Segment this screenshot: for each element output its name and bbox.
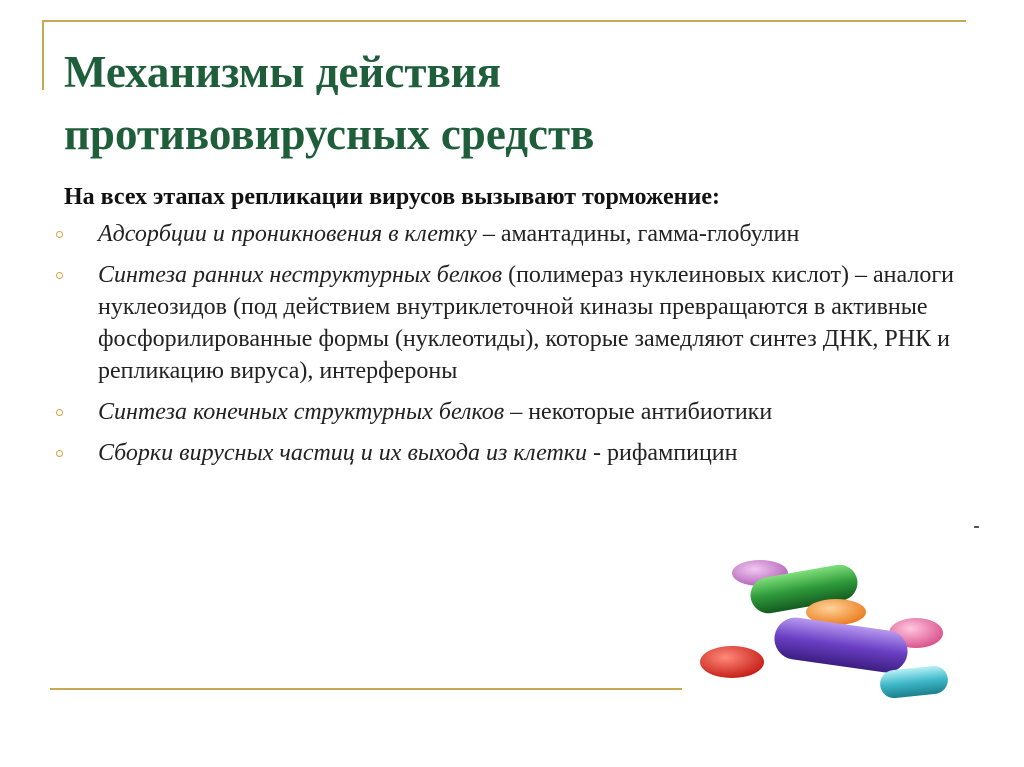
bullet-italic: Синтеза ранних неструктурных белков <box>98 262 503 288</box>
frame-top-line <box>42 20 966 22</box>
bullet-item <box>56 396 956 428</box>
decor-dash <box>974 526 979 528</box>
bullet-marker-icon <box>56 450 63 457</box>
bullet-italic: Сборки вирусных частиц и их выхода из клетки <box>98 440 588 466</box>
red-tablet <box>700 646 764 678</box>
slide-title <box>64 42 924 165</box>
purple-capsule <box>772 615 911 675</box>
bullet-marker-icon <box>56 231 63 238</box>
bullet-text: - рифампицин <box>587 440 738 466</box>
bullet-text: – амантадины, гамма-глобулин <box>476 221 800 247</box>
bullet-item <box>56 259 956 387</box>
bullet-text: (полимераз нуклеиновых кислот) – аналоги нуклеозидов (под действием внутриклеточной киназы превращаются в активные фосфорилированные формы (нуклеотиды), которые замедляют синтез ДНК, РНК и репликацию вируса), интерфероны <box>98 262 955 384</box>
frame-bottom-line <box>50 688 682 690</box>
bullet-italic: Синтеза конечных структурных белков <box>98 399 505 425</box>
bullet-item <box>56 218 956 250</box>
bullet-marker-icon <box>56 272 63 279</box>
title-line-2: противовирусных средств <box>64 108 595 159</box>
bullet-italic: Адсорбции и проникновения в клетку <box>98 221 477 247</box>
pills-illustration-icon <box>690 540 990 730</box>
frame-left-line <box>42 20 44 90</box>
title-line-1: Механизмы действия <box>64 47 502 97</box>
bullet-marker-icon <box>56 409 63 416</box>
bullet-item <box>56 437 956 469</box>
bullet-list <box>56 218 956 478</box>
intro-text: На всех этапах репликации вирусов вызывают торможение: <box>64 184 720 210</box>
bullet-text: – некоторые антибиотики <box>504 399 773 425</box>
